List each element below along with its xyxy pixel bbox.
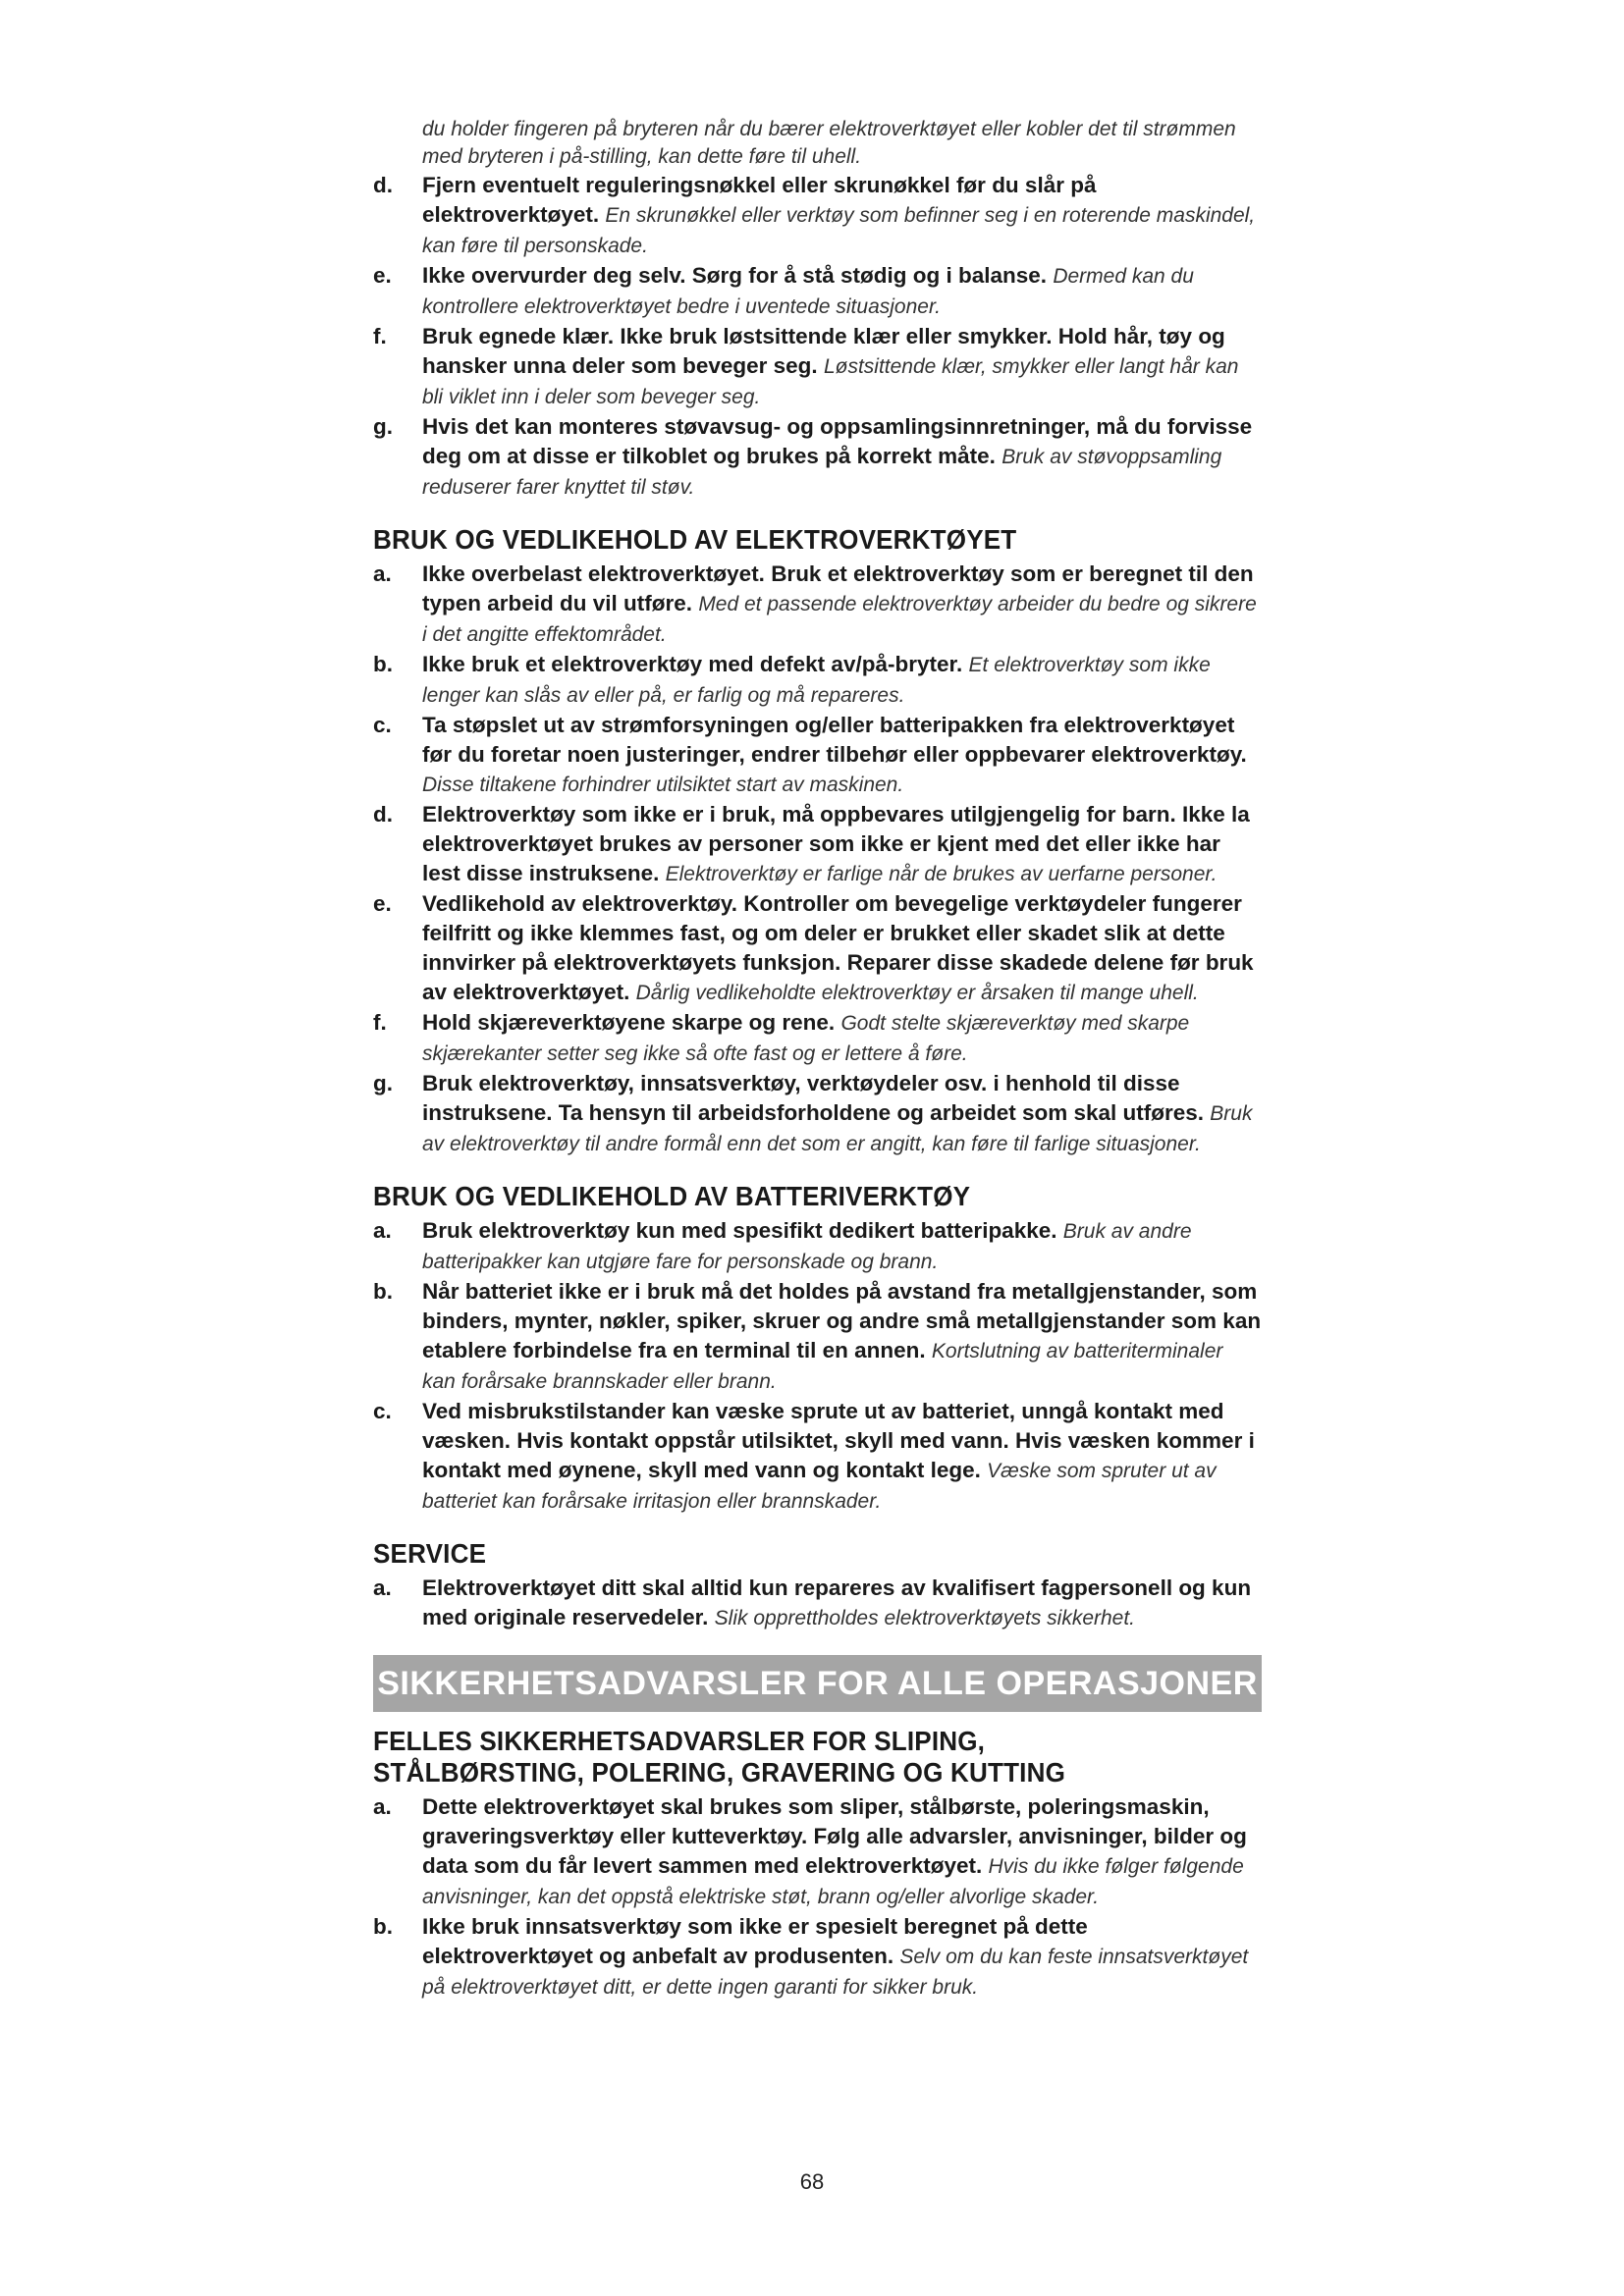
item-letter: d. <box>373 173 393 197</box>
item-bold-text: Hvis det kan monteres støvavsug- og oppsamlingsinnretninger, må du forvisse deg om at disse er tilkoblet og brukes på korrekt måte. <box>422 414 1253 468</box>
list-item <box>373 412 1262 503</box>
item-italic-text: Væske som spruter ut av batteriet kan forårsake irritasjon eller brannskader. <box>422 1460 1217 1513</box>
list-item <box>373 261 1262 322</box>
item-bold-text: Ikke bruk innsatsverktøy som ikke er spesielt beregnet på dette elektroverktøyet og anbefalt av produsenten. <box>422 1914 1088 1968</box>
personal-safety-list <box>373 171 1262 503</box>
item-italic-text: Bruk av elektroverktøy til andre formål enn det som er angitt, kan føre til farlige situasjoner. <box>422 1102 1253 1155</box>
item-bold-text: Ikke overbelast elektroverktøyet. Bruk et elektroverktøy som er beregnet til den typen arbeid du vil utføre. <box>422 561 1254 615</box>
item-italic-text: Elektroverktøy er farlige når de brukes av uerfarne personer. <box>665 863 1218 885</box>
item-letter: f. <box>373 324 387 348</box>
safety-warnings-banner: SIKKERHETSADVARSLER FOR ALLE OPERASJONER <box>373 1655 1262 1712</box>
item-italic-text: Dårlig vedlikeholdte elektroverktøy er årsaken til mange uhell. <box>635 982 1199 1004</box>
item-italic-text: Slik opprettholdes elektroverktøyets sikkerhet. <box>714 1607 1136 1629</box>
item-bold-text: Bruk elektroverktøy, innsatsverktøy, verktøydeler osv. i henhold til disse instruksene. Ta hensyn til arbeidsforholdene og arbeidet som skal utføres. <box>422 1071 1205 1125</box>
item-letter: c. <box>373 1399 392 1423</box>
item-italic-text: Bruk av støvoppsamling reduserer farer knyttet til støv. <box>422 446 1222 499</box>
item-italic-text: Dermed kan du kontrollere elektroverktøyet bedre i uventede situasjoner. <box>422 265 1194 318</box>
item-letter: c. <box>373 713 392 737</box>
item-letter: a. <box>373 1218 392 1243</box>
power-tool-list <box>373 560 1262 1159</box>
item-bold-text: Bruk egnede klær. Ikke bruk løstsittende klær eller smykker. Hold hår, tøy og hansker unna deler som beveger seg. <box>422 324 1225 378</box>
item-italic-text: Løstsittende klær, smykker eller langt hår kan bli viklet inn i deler som beveger seg. <box>422 355 1239 408</box>
section-heading-battery: BRUK OG VEDLIKEHOLD AV BATTERIVERKTØY <box>373 1181 971 1211</box>
list-item <box>373 1397 1262 1517</box>
item-letter: g. <box>373 414 393 439</box>
item-bold-text: Elektroverktøy som ikke er i bruk, må oppbevares utilgjengelig for barn. Ikke la elektroverktøyet brukes av personer som ikke er kjent med det eller ikke har lest disse instruksene. <box>422 802 1250 885</box>
list-item <box>373 800 1262 889</box>
list-item <box>373 171 1262 261</box>
item-bold-text: Vedlikehold av elektroverktøy. Kontroller om bevegelige verktøydeler fungerer feilfritt og ikke klemmes fast, og om deler er brukket eller skadet slik at dette innvirker på elektroverktøyets funksjon. Reparer disse skadede delene før bruk av elektroverktøyet. <box>422 891 1254 1004</box>
item-bold-text: Elektroverktøyet ditt skal alltid kun repareres av kvalifisert fagpersonell og kun med originale reservedeler. <box>422 1575 1252 1629</box>
service-list <box>373 1574 1262 1633</box>
grinding-list <box>373 1792 1262 2002</box>
list-item <box>373 711 1262 800</box>
item-letter: b. <box>373 1279 393 1304</box>
section-heading-service: SERVICE <box>373 1538 487 1569</box>
item-italic-text: Med et passende elektroverktøy arbeider du bedre og sikrere i det angitte effektområdet. <box>422 593 1257 646</box>
item-italic-text: En skrunøkkel eller verktøy som befinner seg i en roterende maskindel, kan føre til personskade. <box>422 204 1256 257</box>
item-italic-text: Bruk av andre batteripakker kan utgjøre fare for personskade og brann. <box>422 1220 1192 1273</box>
list-item <box>373 322 1262 412</box>
list-item <box>373 1792 1262 1912</box>
item-letter: f. <box>373 1010 387 1035</box>
item-letter: a. <box>373 1575 392 1600</box>
list-item <box>373 1008 1262 1069</box>
item-letter: e. <box>373 263 392 288</box>
item-letter: e. <box>373 891 392 916</box>
list-item <box>373 1216 1262 1277</box>
item-bold-text: Hold skjæreverktøyene skarpe og rene. <box>422 1010 836 1035</box>
list-item <box>373 889 1262 1008</box>
item-bold-text: Ved misbrukstilstander kan væske sprute ut av batteriet, unngå kontakt med væsken. Hvis kontakt oppstår utilsiktet, skyll med vann. Hvis væsken kommer i kontakt med øynene, skyll med vann og kontakt lege. <box>422 1399 1255 1482</box>
item-bold-text: Når batteriet ikke er i bruk må det holdes på avstand fra metallgjenstander, som binders, mynter, nøkler, spiker, skruer og andre små metallgjenstander som kan etablere forbindelse fra en terminal til en annen. <box>422 1279 1262 1362</box>
page-number: 68 <box>799 2169 825 2194</box>
page-content <box>373 116 1262 2002</box>
list-item <box>373 1277 1262 1397</box>
list-item <box>373 560 1262 650</box>
item-italic-text: Godt stelte skjæreverktøy med skarpe skjærekanter setter seg ikke så ofte fast og er lettere å føre. <box>422 1012 1190 1065</box>
item-bold-text: Ikke overvurder deg selv. Sørg for å stå stødig og i balanse. <box>422 263 1048 288</box>
item-italic-text: Et elektroverktøy som ikke lenger kan slås av eller på, er farlig og må repareres. <box>422 654 1211 707</box>
battery-list <box>373 1216 1262 1517</box>
section-heading-power-tool: BRUK OG VEDLIKEHOLD AV ELEKTROVERKTØYET <box>373 524 1017 555</box>
lead-paragraph: du holder fingeren på bryteren når du bærer elektroverktøyet eller kobler det til strømmen med bryteren i på-stilling, kan dette føre til uhell. <box>422 118 1236 168</box>
item-letter: b. <box>373 652 393 676</box>
item-letter: a. <box>373 1794 392 1819</box>
list-item <box>373 1069 1262 1159</box>
item-italic-text: Selv om du kan feste innsatsverktøyet på elektroverktøyet ditt, er dette ingen garanti for sikker bruk. <box>422 1946 1249 1999</box>
item-letter: a. <box>373 561 392 586</box>
item-italic-text: Hvis du ikke følger følgende anvisninger, kan det oppstå elektriske støt, brann og/eller alvorlige skader. <box>422 1855 1244 1908</box>
section-heading-grinding: FELLES SIKKERHETSADVARSLER FOR SLIPING, STÅLBØRSTING, POLERING, GRAVERING OG KUTTING <box>373 1726 1066 1788</box>
item-letter: b. <box>373 1914 393 1939</box>
list-item <box>373 1912 1262 2002</box>
item-letter: d. <box>373 802 393 827</box>
item-bold-text: Fjern eventuelt reguleringsnøkkel eller skrunøkkel før du slår på elektroverktøyet. <box>422 173 1097 227</box>
item-bold-text: Ta støpslet ut av strømforsyningen og/eller batteripakken fra elektroverktøyet før du foretar noen justeringer, endrer tilbehør eller oppbevarer elektroverktøy. <box>422 713 1247 767</box>
item-italic-text: Disse tiltakene forhindrer utilsiktet start av maskinen. <box>422 774 904 796</box>
item-bold-text: Bruk elektroverktøy kun med spesifikt dedikert batteripakke. <box>422 1218 1057 1243</box>
list-item <box>373 1574 1262 1633</box>
item-letter: g. <box>373 1071 393 1095</box>
item-bold-text: Ikke bruk et elektroverktøy med defekt av/på-bryter. <box>422 652 963 676</box>
item-bold-text: Dette elektroverktøyet skal brukes som sliper, stålbørste, poleringsmaskin, graveringsverktøy eller kutteverktøy. Følg alle advarsler, anvisninger, bilder og data som du får levert sammen med elektroverktøyet. <box>422 1794 1247 1878</box>
list-item <box>373 650 1262 711</box>
item-italic-text: Kortslutning av batteriterminaler kan forårsake brannskader eller brann. <box>422 1340 1223 1393</box>
